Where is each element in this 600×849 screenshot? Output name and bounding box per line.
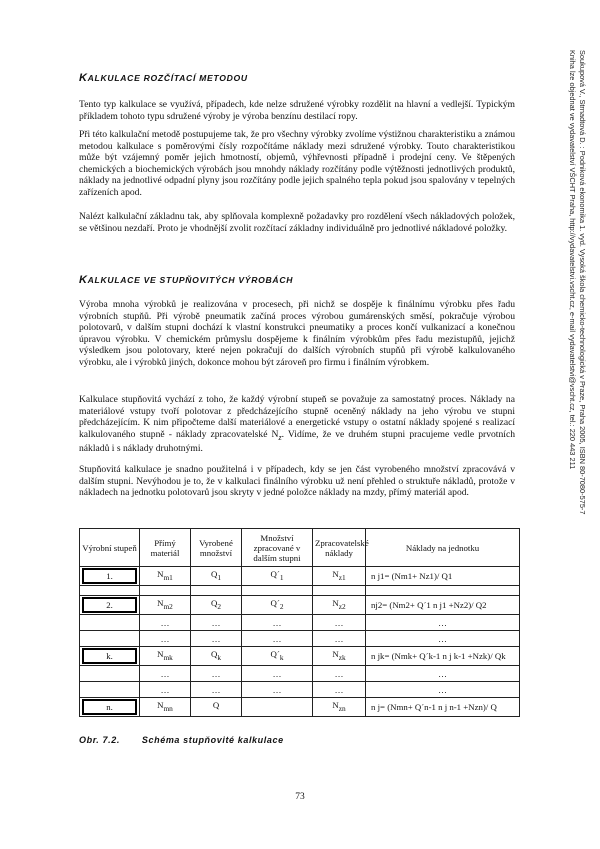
table-row — [80, 586, 520, 596]
ellipsis-cell: … — [313, 615, 366, 631]
next-stage-cell: $Q´_k$ — [242, 647, 313, 666]
ellipsis-cell: … — [140, 631, 191, 647]
ellipsis-cell: … — [191, 631, 242, 647]
paragraph: Při této kalkulační metodě postupujeme tak, že pro všechny výrobky zvolíme výstižnou charakteristiku a známou metodou kalkulace s poměrovými čísly rozpočítáme náklady mezi sdružené výrobky. Touto charakteristikou může být vzájemný poměr jejich hmotností, objemů, výhřevnosti případně i prodejní ceny. Ve štěpených chemických a biochemických výrobách jsou mnohdy náklady rozčítány podle výtěžnosti jednotlivých produktů, náklady na jednotlivé odpadní plyny jsou rozčítány podle jejich spalného tepla pokud jsou spalovány v tepelných zařízeních apod. — [79, 129, 515, 198]
ellipsis-cell: … — [313, 682, 366, 698]
ellipsis-cell: … — [366, 666, 520, 682]
side-citation — [567, 50, 587, 515]
table-row — [80, 682, 520, 698]
paragraph: Výroba mnoha výrobků je realizována v procesech, při nichž se dospěje k finálnímu výrobku přes řadu výrobních stupňů. Při výrobě pneumatik začíná proces výrobou gumárenských směsí, pokračuje výrobou polotovarů, v dalším stupni dochází k vlastní konstrukci pneumatiky a proces končí vulkanizací a konečnou úpravou výrobku. V chemickém průmyslu dospějeme k finálním výrobkům přes řadu mezistupňů, jejichž výsledkem jsou polotovary, které nejen pokračují do dalších výrobních stupňů při výrobě kalkulovaného výrobku, ale i výrobků jiných, dokonce mohou být zároveň pro firmu i finálním výrobkem. — [79, 299, 515, 368]
table-row — [80, 647, 520, 666]
table-row — [80, 567, 520, 586]
table-row — [80, 666, 520, 682]
stage-cell: 1. — [80, 567, 140, 586]
processing-cost-cell: $N_{z2}$ — [313, 596, 366, 615]
processing-cost-cell: $N_{z1}$ — [313, 567, 366, 586]
material-cell: $N_{mk}$ — [140, 647, 191, 666]
quantity-cell: $Q_1$ — [191, 567, 242, 586]
ellipsis-cell: … — [140, 682, 191, 698]
unit-cost-formula: n jk= (Nmk+ Q´k-1 n j k-1 +Nzk)/ Qk — [366, 647, 520, 666]
paragraph: Kalkulace stupňovitá vychází z toho, že každý výrobní stupeň se považuje za samostatný proces. Náklady na materiálové vstupy tvoří polotovar z předcházejícího stupně oceněný náklady na jeho výrobu ve stupni předcházejícím. K nim připočteme další materiálové a energetické vstupy o ostatní náklady spojené s realizací kalkulovaného stupně - náklady zpracovatelské $N_z$. Vidíme, že ve druhém stupni pracujeme vedle prvotních nákladů i s náklady druhotnými. — [79, 394, 515, 455]
stepwise-costing-table — [79, 528, 520, 717]
stage-cell: 2. — [80, 596, 140, 615]
quantity-cell: Q — [191, 698, 242, 717]
paragraph: Stupňovitá kalkulace je snadno použitelná i v případech, kdy se jen část vyrobeného množství zpracovává v dalším stupni. Nevýhodou je to, že v kalkulaci finálního výrobku už není přehled o struktuře nákladů, protože v nákladech na jednotku polotovarů jsou skryty v jedné položce náklady na mzdy, přímý materiál apod. — [79, 464, 515, 499]
section-heading-rozcitaci: KALKULACE ROZČÍTACÍ METODOU — [79, 72, 248, 84]
figure-label: Obr. 7.2. — [79, 735, 120, 745]
column-header: Množství zpracované v dalším stupni — [242, 529, 313, 567]
ellipsis-cell: … — [242, 615, 313, 631]
column-header: Náklady na jednotku — [366, 529, 520, 567]
stage-cell: k. — [80, 647, 140, 666]
paragraph: Tento typ kalkulace se využívá, případech, kde nelze sdružené výrobky rozdělit na hlavní a vedlejší. Typickým příkladem tohoto typu sdružené výroby je výroba benzínu destilací ropy. — [79, 99, 515, 122]
next-stage-cell: $Q´_1$ — [242, 567, 313, 586]
processing-cost-cell: $N_{zk}$ — [313, 647, 366, 666]
citation-line: Soukupová V., Strnadtová D. : Podniková ekonomika 1. vyd. Vysoká škola chemicko-technologická v Praze, Praha 2005, ISBN 80-7080-575-7 — [578, 50, 587, 515]
section-heading-stupnovite: KALKULACE VE STUPŇOVITÝCH VÝROBÁCH — [79, 274, 294, 286]
column-header: Vyrobené množství — [191, 529, 242, 567]
quantity-cell: $Q_2$ — [191, 596, 242, 615]
stage-cell: n. — [80, 698, 140, 717]
unit-cost-formula: n j1= (Nm1+ Nz1)/ Q1 — [366, 567, 520, 586]
column-header: Přímý materiál — [140, 529, 191, 567]
table-row — [80, 698, 520, 717]
figure-caption-text: Schéma stupňovité kalkulace — [141, 735, 284, 745]
ellipsis-cell: … — [313, 631, 366, 647]
ellipsis-cell: … — [366, 682, 520, 698]
table-row — [80, 615, 520, 631]
column-header: Zpracovatelské náklady — [313, 529, 366, 567]
ellipsis-cell: … — [140, 666, 191, 682]
figure-caption — [79, 735, 284, 745]
material-cell: $N_{mn}$ — [140, 698, 191, 717]
next-stage-cell — [242, 698, 313, 717]
page-number: 73 — [295, 792, 305, 802]
ellipsis-cell: … — [191, 615, 242, 631]
material-cell: $N_{m2}$ — [140, 596, 191, 615]
unit-cost-formula: nj2= (Nm2+ Q´1 n j1 +Nz2)/ Q2 — [366, 596, 520, 615]
ellipsis-cell: … — [140, 615, 191, 631]
ellipsis-cell: … — [191, 666, 242, 682]
table-row — [80, 596, 520, 615]
citation-line: Kniha lze objednat ve vydavatelství VŠCHT Praha, http://vydavatelstvi.vscht.cz, e-mail vydavatelstvi@vscht.cz, tel.: 220 443 211 — [568, 50, 577, 470]
processing-cost-cell: $N_{zn}$ — [313, 698, 366, 717]
table-header-row — [80, 529, 520, 567]
ellipsis-cell: … — [366, 615, 520, 631]
material-cell: $N_{m1}$ — [140, 567, 191, 586]
next-stage-cell: $Q´_2$ — [242, 596, 313, 615]
table-row — [80, 631, 520, 647]
paragraph: Nalézt kalkulační základnu tak, aby splňovala komplexně požadavky pro rozdělení všech nákladových položek, se většinou nezdaří. Proto je vhodnější zvolit rozčítací základny individuálně pro jednotlivé nákladové položky. — [79, 211, 515, 234]
ellipsis-cell: … — [242, 682, 313, 698]
ellipsis-cell: … — [366, 631, 520, 647]
ellipsis-cell: … — [242, 666, 313, 682]
ellipsis-cell: … — [313, 666, 366, 682]
ellipsis-cell: … — [191, 682, 242, 698]
quantity-cell: $Q_k$ — [191, 647, 242, 666]
column-header: Výrobní stupeň — [80, 529, 140, 567]
unit-cost-formula: n j= (Nmn+ Q´n-1 n j n-1 +Nzn)/ Q — [366, 698, 520, 717]
ellipsis-cell: … — [242, 631, 313, 647]
